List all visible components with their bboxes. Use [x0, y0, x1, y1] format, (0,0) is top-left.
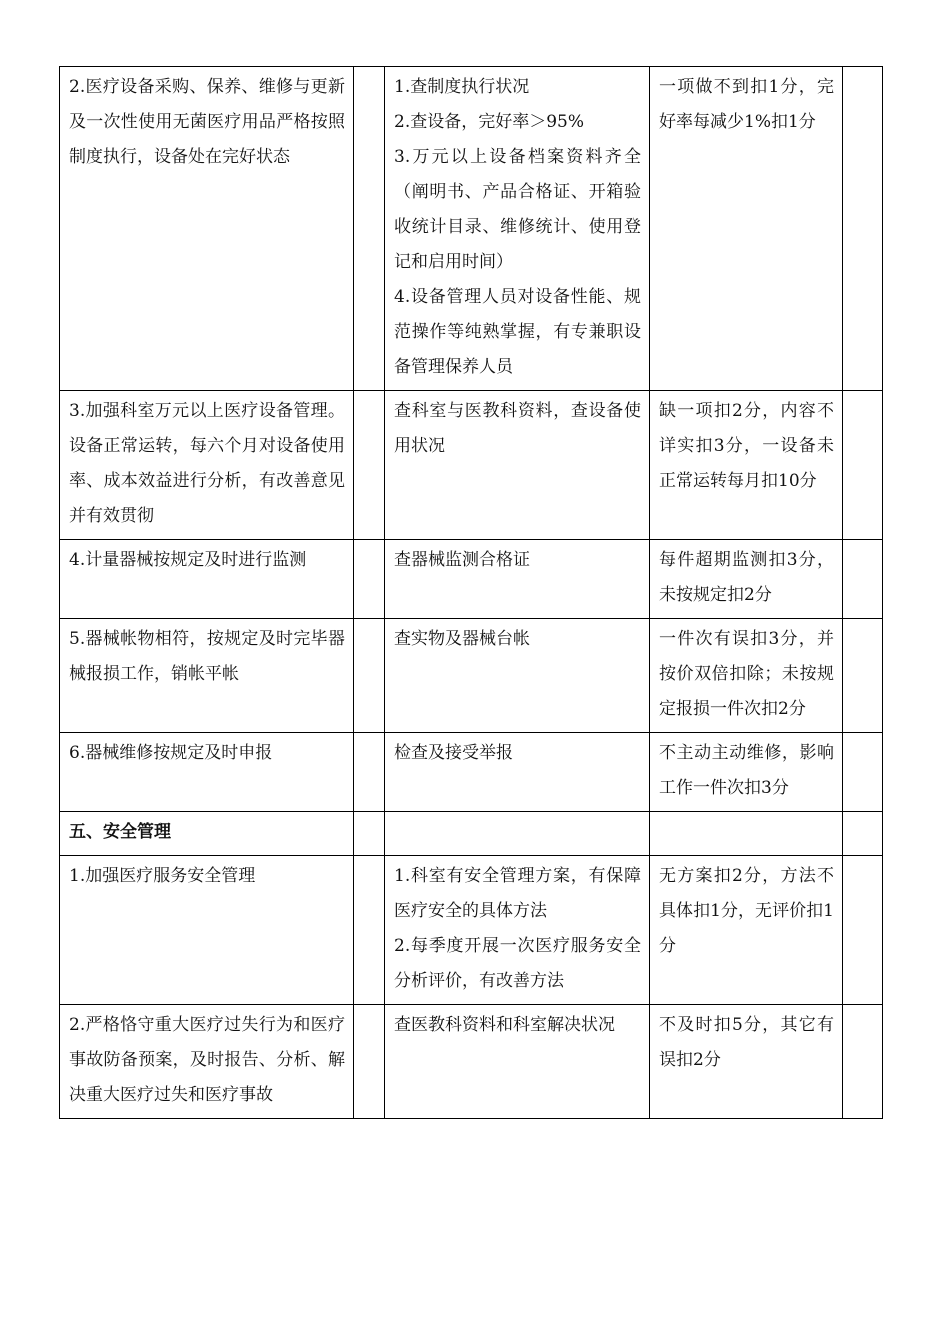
score-cell	[354, 733, 385, 812]
actual-score-cell	[843, 67, 883, 391]
table-row	[60, 733, 883, 812]
method-cell	[385, 391, 650, 540]
method-cell	[385, 1005, 650, 1119]
actual-score-cell	[843, 391, 883, 540]
method-cell	[385, 856, 650, 1005]
method-cell	[385, 619, 650, 733]
method-cell	[385, 540, 650, 619]
deduction-cell: 缺一项扣2分，内容不详实扣3分，一设备未正常运转每月扣10分	[650, 391, 843, 540]
deduction-cell: 一项做不到扣1分，完好率每减少1%扣1分	[650, 67, 843, 391]
score-cell	[354, 856, 385, 1005]
actual-score-cell	[843, 856, 883, 1005]
actual-score-cell	[843, 619, 883, 733]
score-cell	[354, 619, 385, 733]
item-cell: 6.器械维修按规定及时申报	[60, 733, 354, 812]
method-line: 4.设备管理人员对设备性能、规范操作等纯熟掌握，有专兼职设备管理保养人员	[394, 287, 641, 377]
score-cell	[354, 391, 385, 540]
item-cell: 3.加强科室万元以上医疗设备管理。设备正常运转，每六个月对设备使用率、成本效益进行分析，有改善意见并有效贯彻	[60, 391, 354, 540]
actual-score-cell	[843, 733, 883, 812]
table-row	[60, 391, 883, 540]
method-cell	[385, 733, 650, 812]
method-line: 查科室与医教科资料，查设备使用状况	[394, 401, 641, 456]
method-cell	[385, 67, 650, 391]
method-line: 1.科室有安全管理方案，有保障医疗安全的具体方法	[394, 866, 641, 921]
method-line: 1.查制度执行状况	[394, 77, 530, 97]
deduction-cell: 每件超期监测扣3分，未按规定扣2分	[650, 540, 843, 619]
method-line: 2.每季度开展一次医疗服务安全分析评价，有改善方法	[394, 936, 641, 991]
table-row	[60, 856, 883, 1005]
table-row	[60, 67, 883, 391]
section-title: 五、安全管理	[60, 812, 354, 856]
item-cell: 2.医疗设备采购、保养、维修与更新及一次性使用无菌医疗用品严格按照制度执行，设备处在完好状态	[60, 67, 354, 391]
deduction-cell: 一件次有误扣3分，并按价双倍扣除；未按规定报损一件次扣2分	[650, 619, 843, 733]
deduction-cell: 不及时扣5分，其它有误扣2分	[650, 1005, 843, 1119]
score-cell	[354, 67, 385, 391]
method-cell	[385, 812, 650, 856]
deduction-cell	[650, 812, 843, 856]
score-cell	[354, 540, 385, 619]
method-line: 查实物及器械台帐	[394, 629, 530, 649]
item-cell: 5.器械帐物相符，按规定及时完毕器械报损工作，销帐平帐	[60, 619, 354, 733]
method-line: 检查及接受举报	[394, 743, 513, 763]
actual-score-cell	[843, 812, 883, 856]
method-line: 查医教科资料和科室解决状况	[394, 1015, 615, 1035]
score-cell	[354, 1005, 385, 1119]
score-cell	[354, 812, 385, 856]
deduction-cell: 不主动主动维修，影响工作一件次扣3分	[650, 733, 843, 812]
evaluation-table	[59, 66, 883, 1119]
table-row	[60, 1005, 883, 1119]
section-row	[60, 812, 883, 856]
item-cell: 2.严格恪守重大医疗过失行为和医疗事故防备预案，及时报告、分析、解决重大医疗过失和医疗事故	[60, 1005, 354, 1119]
actual-score-cell	[843, 1005, 883, 1119]
table-row	[60, 619, 883, 733]
table-row	[60, 540, 883, 619]
item-cell: 1.加强医疗服务安全管理	[60, 856, 354, 1005]
method-line: 查器械监测合格证	[394, 550, 530, 570]
actual-score-cell	[843, 540, 883, 619]
method-line: 3.万元以上设备档案资料齐全（阐明书、产品合格证、开箱验收统计目录、维修统计、使用登记和启用时间）	[394, 147, 641, 272]
method-line: 2.查设备，完好率＞95%	[394, 112, 585, 132]
deduction-cell: 无方案扣2分，方法不具体扣1分，无评价扣1分	[650, 856, 843, 1005]
item-cell: 4.计量器械按规定及时进行监测	[60, 540, 354, 619]
